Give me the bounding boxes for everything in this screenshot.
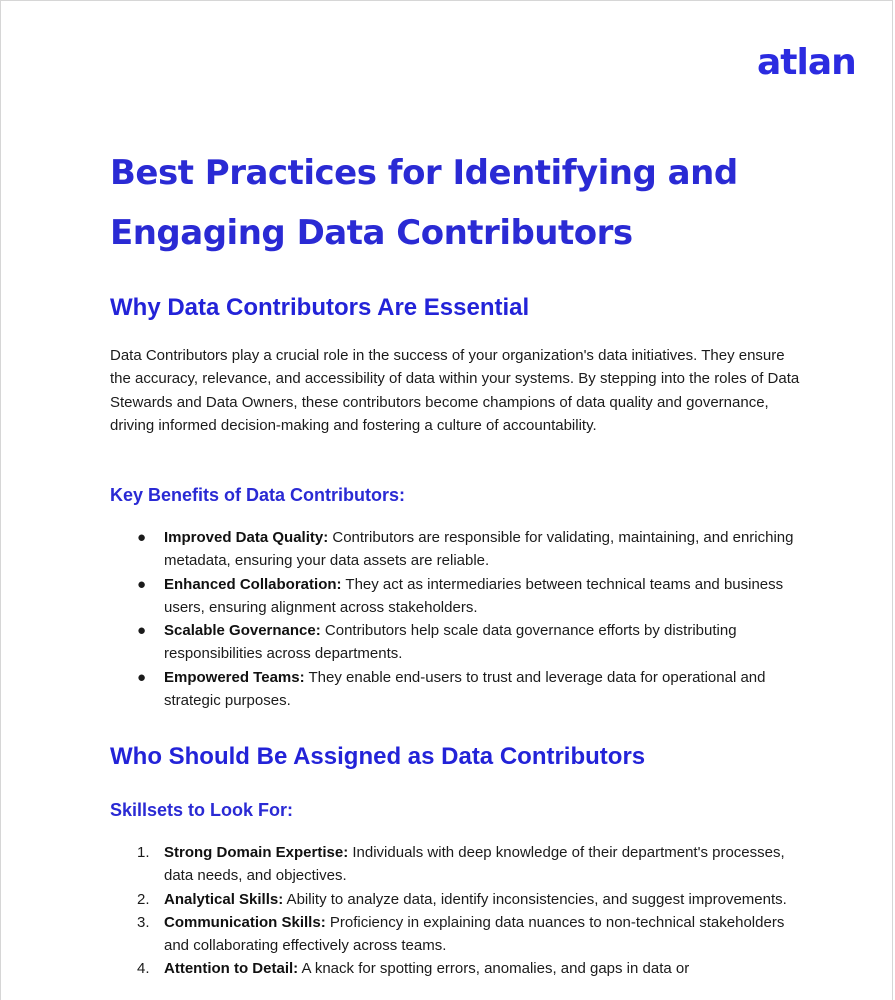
benefit-text: Contributors help scale data governance efforts by distributing responsibilities across departments. bbox=[164, 622, 737, 663]
skill-term: Communication Skills: bbox=[164, 913, 326, 931]
number-marker: 1. bbox=[137, 844, 150, 861]
number-marker: 2. bbox=[137, 890, 150, 908]
bullet-marker: ● bbox=[137, 668, 147, 686]
subheading-skillsets: Skillsets to Look For: bbox=[110, 800, 294, 820]
list-item bbox=[110, 911, 800, 958]
benefit-text: They act as intermediaries between technical teams and business users, ensuring alignment across stakeholders. bbox=[164, 575, 784, 616]
number-marker: 3. bbox=[137, 913, 150, 931]
skill-text: Individuals with deep knowledge of their department's processes, data needs, and objectives. bbox=[164, 844, 785, 885]
bullet-marker: ● bbox=[137, 529, 147, 546]
skill-text: Ability to analyze data, identify inconsistencies, and suggest improvements. bbox=[283, 890, 787, 908]
skill-term: Analytical Skills: bbox=[164, 890, 284, 908]
list-item bbox=[110, 666, 800, 713]
benefit-term: Empowered Teams: bbox=[164, 668, 305, 686]
section-heading-who-assigned: Who Should Be Assigned as Data Contributors bbox=[110, 743, 646, 770]
atlan-logo bbox=[757, 39, 856, 87]
benefit-text: Contributors are responsible for validating, maintaining, and enriching metadata, ensuring your data assets are reliable. bbox=[164, 529, 794, 570]
skill-text: Proficiency in explaining data nuances to non-technical stakeholders and collaborating effectively across teams. bbox=[164, 913, 785, 955]
bullet-marker: ● bbox=[137, 575, 147, 593]
list-item bbox=[110, 888, 800, 911]
list-item bbox=[110, 841, 800, 888]
benefits-list bbox=[110, 526, 800, 712]
benefit-term: Improved Data Quality: bbox=[164, 529, 329, 546]
subheading-key-benefits: Key Benefits of Data Contributors: bbox=[110, 485, 406, 505]
logo-text: atlan bbox=[757, 42, 856, 83]
benefit-text: They enable end-users to trust and leverage data for operational and strategic purposes. bbox=[164, 668, 766, 710]
skill-text: A knack for spotting errors, anomalies, and gaps in data or bbox=[298, 960, 690, 978]
list-item bbox=[110, 526, 800, 573]
number-marker: 4. bbox=[137, 960, 150, 978]
section-intro-paragraph: Data Contributors play a crucial role in the success of your organization's data initiatives. They ensure the accuracy, relevance, and accessibility of data within your systems. By stepping into the roles of Data Stewards and Data Owners, these contributors become champions of data quality and governance, driving informed decision-making and fostering a culture of accountability. bbox=[110, 347, 800, 434]
skill-term: Strong Domain Expertise: bbox=[164, 844, 349, 861]
document-title: Best Practices for Identifying and Engaging Data Contributors bbox=[110, 153, 738, 253]
benefit-term: Enhanced Collaboration: bbox=[164, 575, 342, 593]
skill-term: Attention to Detail: bbox=[164, 960, 299, 978]
section-heading-why-contributors: Why Data Contributors Are Essential bbox=[110, 294, 530, 321]
list-item bbox=[110, 573, 800, 620]
list-item bbox=[110, 619, 800, 666]
bullet-marker: ● bbox=[137, 622, 147, 640]
skills-list bbox=[110, 841, 800, 981]
benefit-term: Scalable Governance: bbox=[164, 622, 321, 640]
list-item bbox=[110, 957, 800, 980]
